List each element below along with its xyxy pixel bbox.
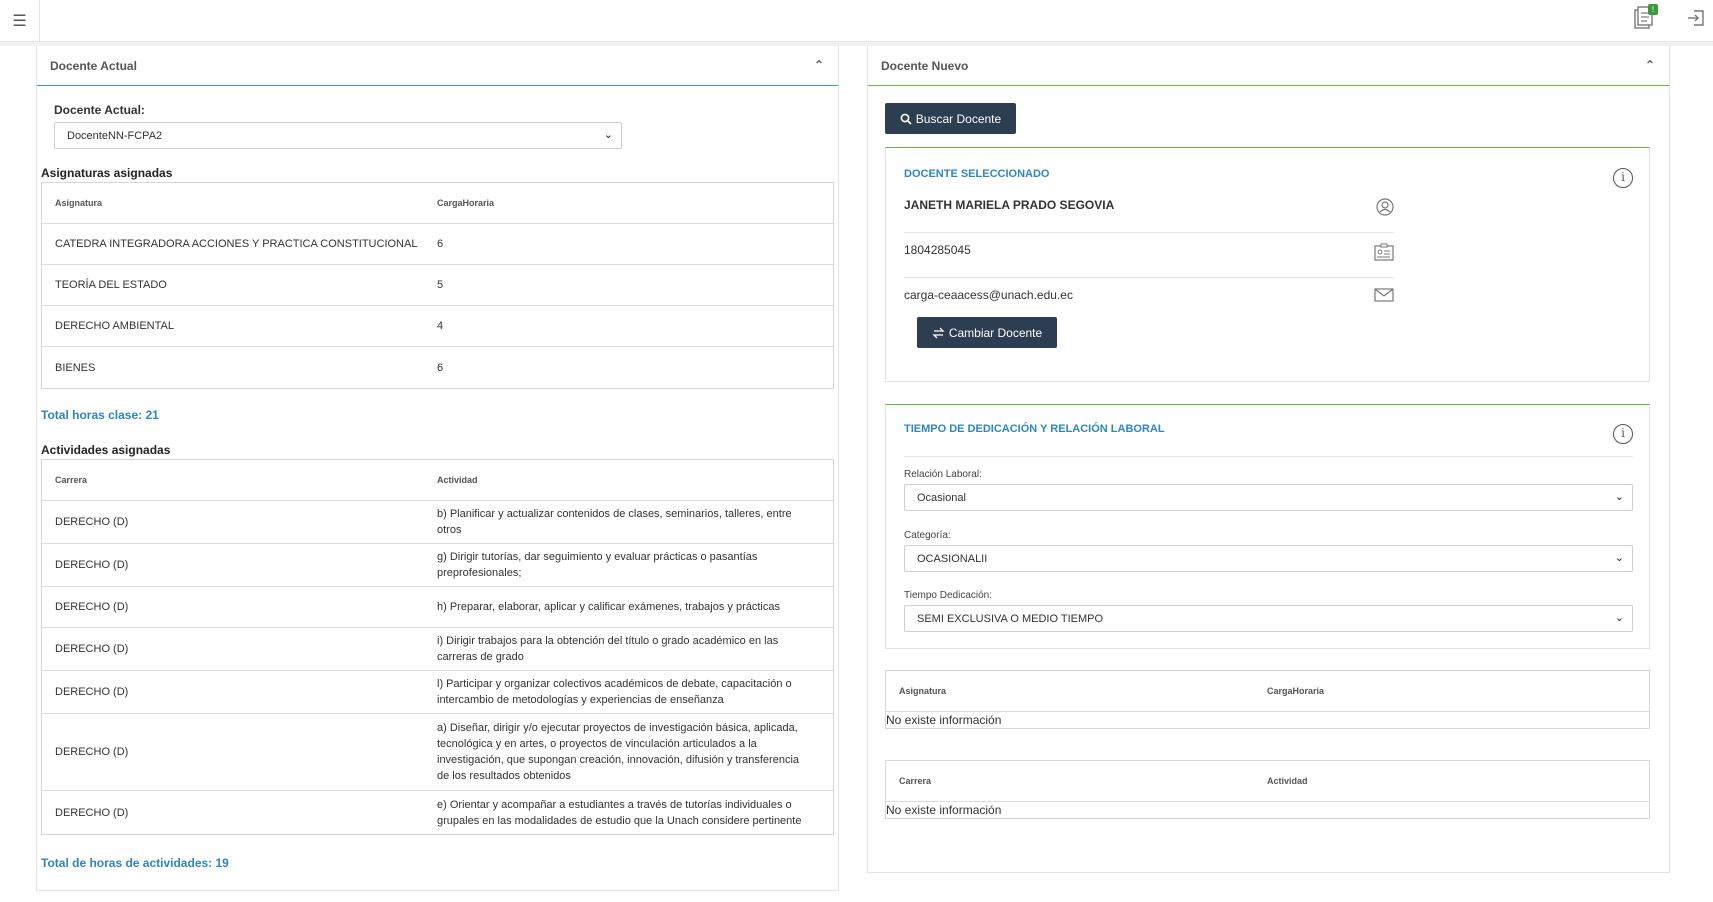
actividad-cell: b) Planificar y actualizar contenidos de clases, seminarios, talleres, entre otros [437, 508, 792, 536]
tiempo-dedicacion-select[interactable] [904, 605, 1633, 632]
docente-actual-panel [36, 46, 839, 891]
carrera-cell: DERECHO (D) [55, 746, 129, 758]
carrera-cell: DERECHO (D) [55, 806, 129, 819]
actividad-cell: h) Preparar, elaborar, aplicar y calificar exámenes, trabajos y prácticas [437, 601, 780, 613]
asignatura-cell: BIENES [55, 361, 96, 374]
carga-cell: 5 [437, 279, 444, 291]
logout-icon [1686, 8, 1706, 28]
top-bar [0, 0, 1713, 42]
select-value: Ocasional [917, 491, 966, 504]
buscar-label: Buscar Docente [915, 111, 1002, 126]
hamburger-icon: ☰ [12, 13, 27, 30]
column-header: Asignatura [899, 686, 947, 696]
column-header: Actividad [437, 475, 478, 485]
table-header-row [886, 671, 1649, 712]
logout-button[interactable] [1686, 8, 1706, 28]
categoria-select[interactable] [904, 545, 1633, 572]
actividad-cell: g) Dirigir tutorías, dar seguimiento y evaluar prácticas o pasantías preprofesionales; [437, 551, 758, 579]
relacion-laboral-label: Relación Laboral: [904, 469, 982, 480]
carrera-cell: DERECHO (D) [55, 601, 129, 613]
table-row [42, 347, 833, 388]
table-row [42, 791, 833, 834]
info-icon[interactable]: i [1613, 424, 1633, 444]
table-row [42, 544, 833, 587]
chevron-up-icon[interactable]: ⌃ [1644, 58, 1655, 72]
panel-title: Docente Actual [50, 58, 137, 73]
total-horas-actividades: Total de horas de actividades: 19 [41, 856, 229, 870]
notifications-button[interactable] [1632, 4, 1658, 32]
chevron-down-icon: ⌄ [1614, 491, 1624, 503]
info-icon[interactable]: i [1613, 168, 1633, 188]
table-header-row [42, 460, 833, 501]
buscar-docente-button[interactable] [885, 103, 1016, 134]
divider [904, 456, 1633, 457]
docente-seleccionado-title: DOCENTE SELECCIONADO [904, 168, 1050, 180]
table-row [42, 224, 833, 265]
chevron-down-icon: ⌄ [603, 129, 613, 141]
table-row [42, 306, 833, 347]
column-header: Carrera [899, 776, 932, 786]
asignaturas-table [41, 182, 834, 389]
nuevo-asignaturas-table [885, 670, 1650, 729]
cedula-row [904, 233, 1394, 278]
docente-seleccionado-card [885, 147, 1650, 382]
nuevo-actividades-table [885, 760, 1650, 819]
total-horas-clase: Total horas clase: 21 [41, 408, 159, 422]
panel-header [37, 46, 838, 86]
user-icon [1376, 198, 1394, 221]
actividades-title: Actividades asignadas [41, 443, 171, 457]
no-info-text: No existe información [886, 713, 1002, 727]
actividad-cell: i) Dirigir trabajos para la obtención del título o grado académico en las carreras de grado [437, 635, 779, 663]
carga-cell: 4 [437, 320, 444, 332]
table-row [42, 628, 833, 671]
table-row [42, 501, 833, 544]
table-row [886, 712, 1649, 728]
envelope-icon [1374, 288, 1394, 307]
menu-button[interactable] [0, 0, 40, 42]
column-header: Actividad [1267, 776, 1308, 786]
carga-cell: 6 [437, 361, 444, 374]
tiempo-dedicacion-card [885, 404, 1650, 649]
notification-badge: ! [1648, 4, 1658, 15]
relacion-laboral-select[interactable] [904, 484, 1633, 511]
carrera-cell: DERECHO (D) [55, 686, 129, 698]
select-value: SEMI EXCLUSIVA O MEDIO TIEMPO [917, 612, 1104, 625]
table-row [886, 802, 1649, 818]
actividad-cell: a) Diseñar, dirigir y/o ejecutar proyectos de investigación básica, aplicada, tecnológica y en artes, o proyectos de vinculación articulados a la investigación, que supongan creación, innovación, difusión y transferencia de los resultados obtenidos [437, 722, 800, 782]
table-header-row [886, 761, 1649, 802]
table-row [42, 714, 833, 791]
docente-actual-select[interactable] [54, 122, 622, 149]
actividad-cell: l) Participar y organizar colectivos académicos de debate, capacitación o intercambio de metodologías y experiencias de enseñanza [437, 678, 792, 706]
tiempo-dedicacion-label: Tiempo Dedicación: [904, 590, 993, 601]
carrera-cell: DERECHO (D) [55, 516, 129, 528]
docente-nombre: JANETH MARIELA PRADO SEGOVIA [904, 198, 1115, 212]
docente-email: carga-ceaacess@unach.edu.ec [904, 288, 1073, 302]
cambiar-label: Cambiar Docente [948, 325, 1043, 340]
categoria-label: Categoría: [904, 530, 951, 541]
asignatura-cell: DERECHO AMBIENTAL [55, 320, 174, 332]
carrera-cell: DERECHO (D) [55, 559, 129, 571]
panel-title: Docente Nuevo [881, 58, 969, 73]
chevron-down-icon: ⌄ [1614, 552, 1624, 564]
swap-icon [932, 327, 945, 339]
search-icon [900, 113, 912, 125]
table-row [42, 587, 833, 628]
column-header: Asignatura [55, 198, 103, 208]
select-value: OCASIONALII [917, 552, 988, 565]
carrera-cell: DERECHO (D) [55, 643, 129, 655]
table-header-row [42, 183, 833, 224]
table-row [42, 265, 833, 306]
select-value: DocenteNN-FCPA2 [67, 129, 163, 142]
chevron-down-icon: ⌄ [1614, 612, 1624, 624]
column-header: CargaHoraria [1267, 686, 1325, 696]
chevron-up-icon[interactable]: ⌃ [813, 58, 824, 72]
actividades-table [41, 459, 834, 835]
asignatura-cell: CATEDRA INTEGRADORA ACCIONES Y PRACTICA CONSTITUCIONAL [55, 238, 418, 250]
cambiar-docente-button[interactable] [917, 317, 1057, 348]
asignatura-cell: TEORÍA DEL ESTADO [55, 279, 167, 291]
asignaturas-title: Asignaturas asignadas [41, 166, 173, 180]
actividad-cell: e) Orientar y acompañar a estudiantes a través de tutorías individuales o grupales en las modalidades de estudio que la Unach considere pertinente [437, 798, 802, 827]
tiempo-dedicacion-title: TIEMPO DE DEDICACIÓN Y RELACIÓN LABORAL [904, 423, 1165, 435]
column-header: Carrera [55, 475, 88, 485]
no-info-text: No existe información [886, 803, 1002, 817]
docente-actual-label: Docente Actual: [54, 103, 145, 117]
carga-cell: 6 [437, 238, 444, 250]
id-card-icon [1374, 243, 1394, 266]
panel-header [868, 46, 1669, 86]
docente-cedula: 1804285045 [904, 243, 971, 257]
table-row [42, 671, 833, 714]
docente-nuevo-panel [867, 46, 1670, 873]
nombre-row [904, 188, 1394, 233]
column-header: CargaHoraria [437, 198, 495, 208]
